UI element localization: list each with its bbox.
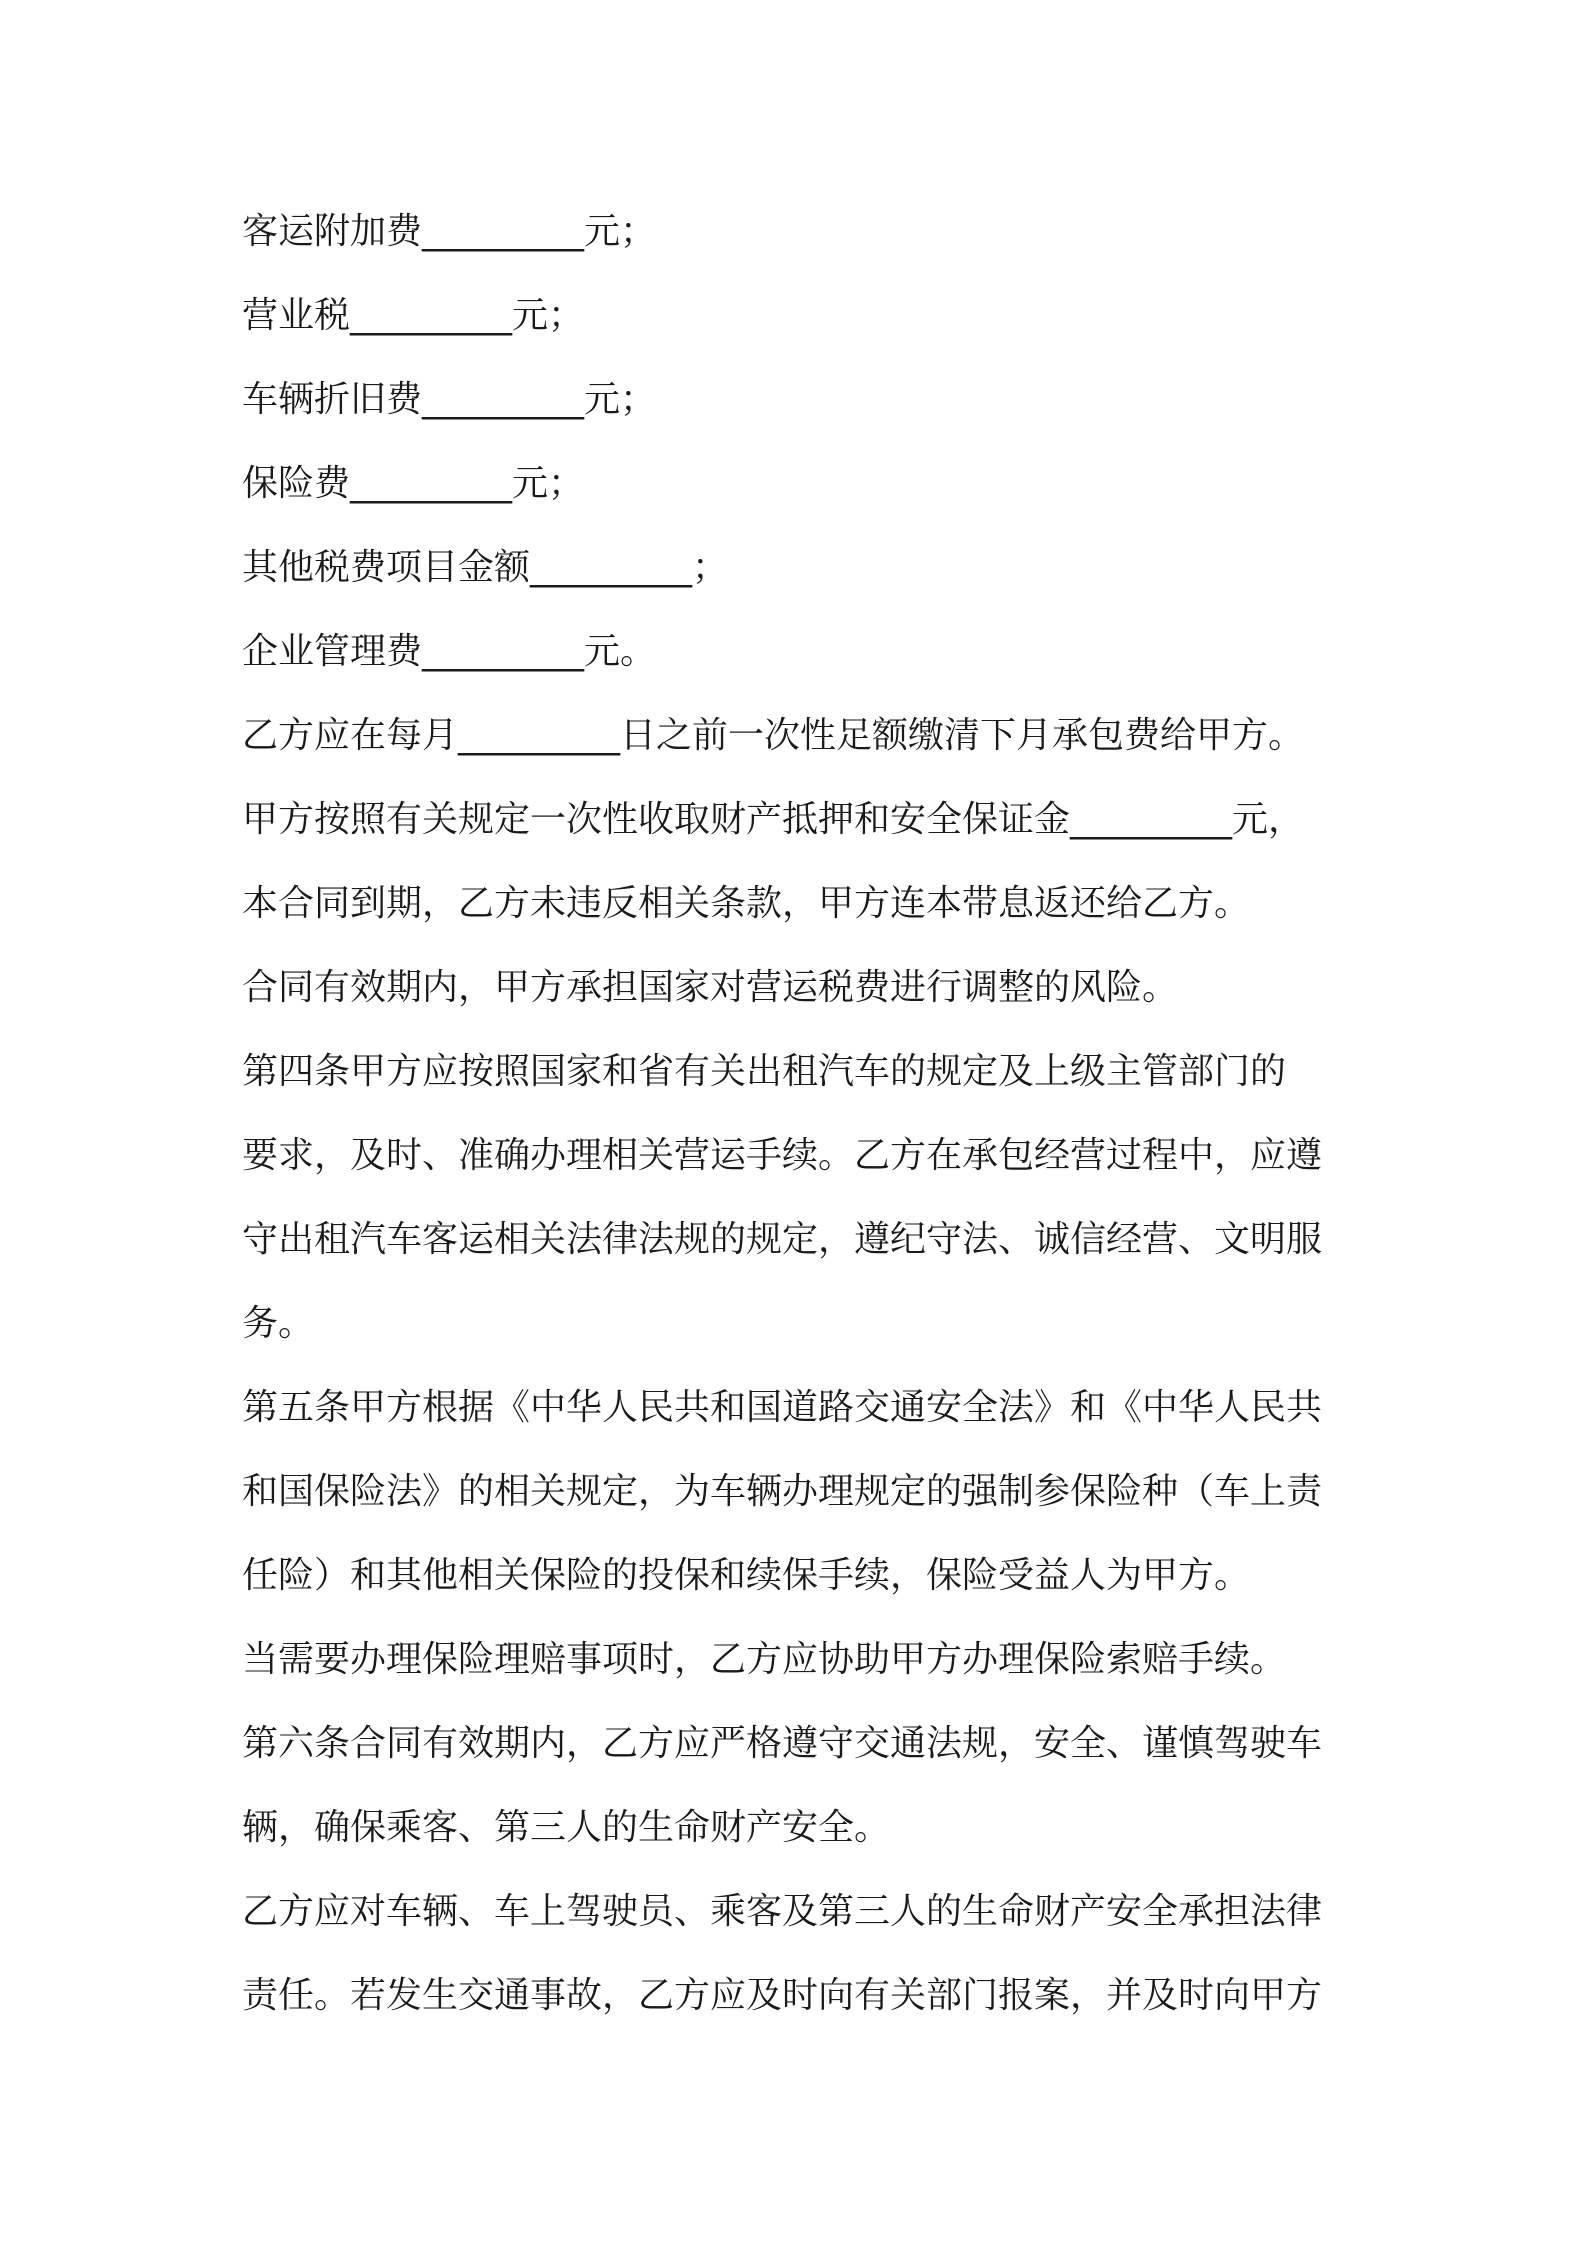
article-6-line-1: 第六条合同有效期内，乙方应严格遵守交通法规，安全、谨慎驾驶车 (242, 1723, 1323, 1764)
article-5-line-1: 第五条甲方根据《中华人民共和国道路交通安全法》和《中华人民共 (242, 1387, 1323, 1428)
liability-line-1: 乙方应对车辆、车上驾驶员、乘客及第三人的生命财产安全承担法律 (242, 1891, 1323, 1932)
article-4-line-2: 要求，及时、准确办理相关营运手续。乙方在承包经营过程中，应遵 (242, 1135, 1323, 1176)
article-4-line-4: 务。 (242, 1303, 315, 1344)
article-5-line-2: 和国保险法》的相关规定，为车辆办理规定的强制参保险种（车上责 (242, 1471, 1323, 1512)
deposit-return-line: 本合同到期，乙方未违反相关条款，甲方连本带息返还给乙方。 (242, 883, 1251, 924)
fee-line-depreciation: 车辆折旧费_________元； (242, 379, 657, 420)
fee-line-management: 企业管理费_________元。 (242, 631, 657, 672)
fee-line-insurance: 保险费_________元； (242, 463, 585, 504)
article-6-line-2: 辆，确保乘客、第三人的生命财产安全。 (242, 1807, 891, 1848)
insurance-claim-line: 当需要办理保险理赔事项时，乙方应协助甲方办理保险索赔手续。 (242, 1639, 1287, 1680)
fee-line-business-tax: 营业税_________元； (242, 295, 585, 336)
tax-risk-line: 合同有效期内，甲方承担国家对营运税费进行调整的风险。 (242, 967, 1179, 1008)
article-5-line-3: 任险）和其他相关保险的投保和续保手续，保险受益人为甲方。 (242, 1555, 1251, 1596)
deposit-line: 甲方按照有关规定一次性收取财产抵押和安全保证金_________元， (242, 799, 1305, 840)
document-body (242, 190, 1362, 2038)
fee-line-other-taxes: 其他税费项目金额_________； (242, 547, 729, 588)
article-4-line-3: 守出租汽车客运相关法律法规的规定，遵纪守法、诚信经营、文明服 (242, 1219, 1323, 1260)
payment-deadline-line: 乙方应在每月_________日之前一次性足额缴清下月承包费给甲方。 (242, 715, 1305, 756)
liability-line-2: 责任。若发生交通事故，乙方应及时向有关部门报案，并及时向甲方 (242, 1975, 1323, 2016)
article-4-line-1: 第四条甲方应按照国家和省有关出租汽车的规定及上级主管部门的 (242, 1051, 1287, 1092)
fee-line-passenger-surcharge: 客运附加费_________元； (242, 211, 657, 252)
